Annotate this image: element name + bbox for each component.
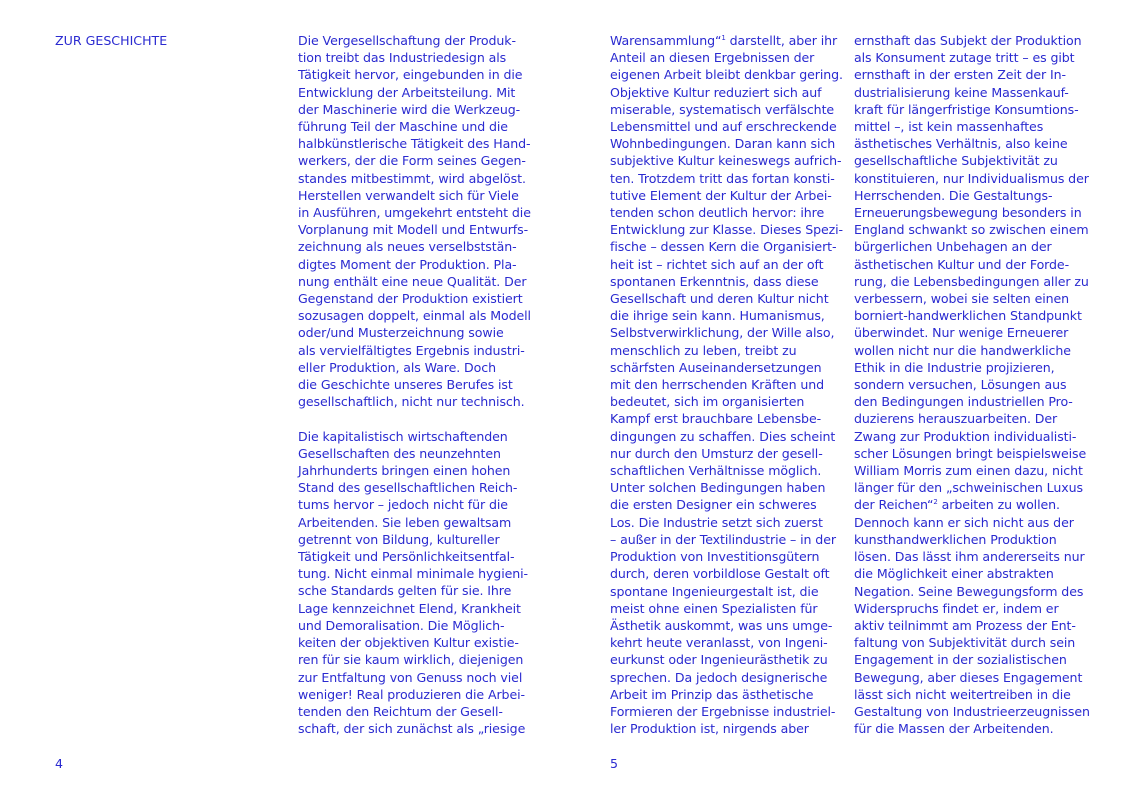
- text-line: Selbstverwirklichung, der Wille also,: [610, 325, 835, 341]
- text-line: durch, deren vorbildlose Gestalt oft: [610, 566, 830, 582]
- text-line: ästhetisches Verhältnis, also keine: [854, 136, 1068, 152]
- text-line: Entwicklung der Arbeitsteilung. Mit: [298, 84, 516, 100]
- paragraph-1: [298, 32, 531, 410]
- text-line: werkers, der die Form seines Gegen-: [298, 153, 526, 169]
- text-line: ernsthaft in der ersten Zeit der In-: [854, 67, 1066, 83]
- text-line: führung Teil der Maschine und die: [298, 119, 508, 135]
- text-line: zeichnung als neues verselbststän-: [298, 239, 517, 255]
- text-line: den Bedingungen industriellen Pro-: [854, 394, 1073, 410]
- text-line: die Möglichkeit einer abstrakten: [854, 566, 1054, 582]
- page-number-left: 4: [55, 756, 64, 771]
- text-line: borniert-handwerklichen Standpunkt: [854, 308, 1082, 324]
- text-line: tion treibt das Industriedesign als: [298, 50, 507, 66]
- text-line: Die kapitalistisch wirtschaftenden: [298, 428, 508, 444]
- text-line: lösen. Das lässt ihm andererseits nur: [854, 549, 1085, 565]
- text-line: menschlich zu leben, treibt zu: [610, 342, 797, 358]
- text-line: Die Vergesellschaftung der Produk-: [298, 33, 516, 48]
- text-line: Zwang zur Produktion individualisti-: [854, 428, 1077, 444]
- text-line: Los. Die Industrie setzt sich zuerst: [610, 514, 823, 530]
- text-line: miserable, systematisch verfälschte: [610, 101, 835, 117]
- text-line: gesellschaftliche Subjektivität zu: [854, 153, 1058, 169]
- column-2-body-part-1: [854, 32, 1090, 496]
- text-line: Formieren der Ergebnisse industriel-: [610, 703, 836, 719]
- footnote-ref-1: 1: [721, 34, 726, 42]
- text-line: mit den herrschenden Kräften und: [610, 377, 825, 393]
- text-line: ler Produktion ist, nirgends aber: [610, 721, 809, 737]
- text-line: Objektive Kultur reduziert sich auf: [610, 84, 822, 100]
- text-line: ernsthaft das Subjekt der Produktion: [854, 33, 1082, 48]
- text-line: tutive Element der Kultur der Arbei-: [610, 187, 832, 203]
- text-line: Kampf erst brauchbare Lebensbe-: [610, 411, 822, 427]
- text-line: Unter solchen Bedingungen haben: [610, 480, 826, 496]
- right-page-column-2: [854, 32, 1090, 737]
- text-line: meist ohne einen Spezialisten für: [610, 600, 818, 616]
- text-line: die Geschichte unseres Berufes ist: [298, 377, 513, 393]
- text-line: Herrschenden. Die Gestaltungs-: [854, 187, 1053, 203]
- text-line: dingungen zu schaffen. Dies scheint: [610, 428, 836, 444]
- text-line: tums hervor – jedoch nicht für die: [298, 497, 508, 513]
- text-line: scher Lösungen bringt beispielsweise: [854, 445, 1087, 461]
- text-line: bürgerlichen Unbehagen an der: [854, 239, 1052, 255]
- text-line: für die Massen der Arbeitenden.: [854, 721, 1054, 737]
- footnote-ref-2: 2: [933, 498, 938, 507]
- text-line: fische – dessen Kern die Organisiert-: [610, 239, 837, 255]
- text-line: William Morris zum einen dazu, nicht: [854, 463, 1083, 479]
- text-line: schaftlichen Verhältnisse möglich.: [610, 463, 822, 479]
- text-line: Widerspruchs findet er, indem er: [854, 600, 1059, 616]
- text-line: die ersten Designer ein schweres: [610, 497, 817, 513]
- text-line: überwindet. Nur wenige Erneuerer: [854, 325, 1069, 341]
- text-line: zur Entfaltung von Genuss noch viel: [298, 669, 523, 685]
- text-line: Ethik in die Industrie projizieren,: [854, 359, 1055, 375]
- text-line: Lage kennzeichnet Elend, Krankheit: [298, 600, 521, 616]
- text-line: bedeutet, sich im organisierten: [610, 394, 805, 410]
- text-line: Vorplanung mit Modell und Entwurfs-: [298, 222, 529, 238]
- text-line: keiten der objektiven Kultur existie-: [298, 635, 519, 651]
- text-line: Wohnbedingungen. Daran kann sich: [610, 136, 836, 152]
- text-line: sprechen. Da jedoch designerische: [610, 669, 828, 685]
- text-line: weniger! Real produzieren die Arbei-: [298, 686, 525, 702]
- text-line: ästhetischen Kultur und der Forde-: [854, 256, 1070, 272]
- text-line: Negation. Seine Bewegungsform des: [854, 583, 1084, 599]
- text-line: Gesellschaft und deren Kultur nicht: [610, 291, 829, 307]
- text-line: Arbeitenden. Sie leben gewaltsam: [298, 514, 512, 530]
- text-line: kraft für längerfristige Konsumtions-: [854, 101, 1079, 117]
- column-1-body: [610, 49, 843, 737]
- text-line: sozusagen doppelt, einmal als Modell: [298, 308, 531, 324]
- text-line: rung, die Lebensbedingungen aller zu: [854, 273, 1089, 289]
- text-line: als vervielfältigtes Ergebnis industri-: [298, 342, 525, 358]
- text-line: als Konsument zutage tritt – es gibt: [854, 50, 1075, 66]
- text-line: Dennoch kann er sich nicht aus der: [854, 514, 1074, 530]
- column-2-body-part-2: [854, 514, 1090, 738]
- text-line: länger für den „schweinischen Luxus: [854, 480, 1083, 496]
- text-line: kehrt heute veranlasst, von Ingeni-: [610, 635, 828, 651]
- text-line: sondern versuchen, Lösungen aus: [854, 377, 1067, 393]
- text-line: aktiv teilnimmt am Prozess der Ent-: [854, 617, 1076, 633]
- text-line: Ästhetik auskommt, was uns umge-: [610, 617, 833, 633]
- text-line: Tätigkeit hervor, eingebunden in die: [298, 67, 523, 83]
- text-line: eigenen Arbeit bleibt denkbar gering.: [610, 67, 843, 83]
- text-line: oder/und Musterzeichnung sowie: [298, 325, 504, 341]
- text-line: sche Standards gelten für sie. Ihre: [298, 583, 512, 599]
- text-line: ren für sie kaum wirklich, diejenigen: [298, 652, 524, 668]
- text-line: Stand des gesellschaftlichen Reich-: [298, 480, 518, 496]
- text-line: tenden den Reichtum der Gesell-: [298, 703, 503, 719]
- text-line: nur durch den Umsturz der gesell-: [610, 445, 823, 461]
- text-line: lässt sich nicht weitertreiben in die: [854, 686, 1071, 702]
- text-line: der Maschinerie wird die Werkzeug-: [298, 101, 521, 117]
- text-line: getrennt von Bildung, kultureller: [298, 531, 500, 547]
- text-line: Jahrhunderts bringen einen hohen: [298, 463, 511, 479]
- text-line: tenden schon deutlich hervor: ihre: [610, 205, 825, 221]
- text-line: die ihrige sein kann. Humanismus,: [610, 308, 825, 324]
- text-line: dustrialisierung keine Massenkauf-: [854, 84, 1069, 100]
- text-line: nung enthält eine neue Qualität. Der: [298, 273, 527, 289]
- text-line: Gesellschaften des neunzehnten: [298, 445, 501, 461]
- text-line: Tätigkeit und Persönlichkeitsentfal-: [298, 549, 515, 565]
- text-line: mittel –, ist kein massenhaftes: [854, 119, 1044, 135]
- text-line: England schwankt so zwischen einem: [854, 222, 1089, 238]
- text-line: der Reichen“$^2$ arbeiten zu wollen.: [854, 497, 1060, 513]
- text-line: heit ist – richtet sich auf an der oft: [610, 256, 824, 272]
- text-line: tung. Nicht einmal minimale hygieni-: [298, 566, 528, 582]
- text-line: schaft, der sich zunächst als „riesige: [298, 721, 526, 737]
- text-line: und Demoralisation. Die Möglich-: [298, 617, 505, 633]
- text-line: Gestaltung von Industrieerzeugnissen: [854, 703, 1090, 719]
- text-line: Gegenstand der Produktion existiert: [298, 291, 523, 307]
- text-line: Herstellen verwandelt sich für Viele: [298, 187, 519, 203]
- text-line: – außer in der Textilindustrie – in der: [610, 531, 836, 547]
- text-line: schärfsten Auseinandersetzungen: [610, 359, 822, 375]
- text-line: eurkunst oder Ingenieurästhetik zu: [610, 652, 828, 668]
- text-line: konstituieren, nur Individualismus der: [854, 170, 1089, 186]
- text-line: digtes Moment der Produktion. Pla-: [298, 256, 517, 272]
- text-line: Bewegung, aber dieses Engagement: [854, 669, 1083, 685]
- text-line: wollen nicht nur die handwerkliche: [854, 342, 1071, 358]
- text-line: Lebensmittel und auf erschreckende: [610, 119, 837, 135]
- text-line: spontanen Erkenntnis, dass diese: [610, 273, 819, 289]
- text-line: Warensammlung“$^1$ darstellt, aber ihr: [610, 33, 838, 48]
- text-line: eller Produktion, als Ware. Doch: [298, 359, 496, 375]
- paragraph-2: [298, 428, 531, 738]
- text-line: subjektive Kultur keineswegs aufrich-: [610, 153, 842, 169]
- text-line: standes mitbestimmt, wird abgelöst.: [298, 170, 526, 186]
- text-line: faltung von Subjektivität durch sein: [854, 635, 1076, 651]
- text-line: Engagement in der sozialistischen: [854, 652, 1067, 668]
- text-line: Entwicklung zur Klasse. Dieses Spezi-: [610, 222, 843, 238]
- right-page-column-1: [610, 32, 843, 737]
- text-line: verbessern, wobei sie selten einen: [854, 291, 1070, 307]
- text-line: Arbeit im Prinzip das ästhetische: [610, 686, 814, 702]
- text-line: kunsthandwerklichen Produktion: [854, 531, 1057, 547]
- left-page-text-column: [298, 32, 531, 737]
- section-heading: ZUR GESCHICHTE: [55, 33, 168, 48]
- text-line: Produktion von Investitionsgütern: [610, 549, 820, 565]
- text-line: gesellschaftlich, nicht nur technisch.: [298, 394, 525, 410]
- text-line: duzierens herauszuarbeiten. Der: [854, 411, 1058, 427]
- text-line: in Ausführen, umgekehrt entsteht die: [298, 205, 531, 221]
- text-line: spontane Ingenieurgestalt ist, die: [610, 583, 819, 599]
- page-number-right: 5: [610, 756, 619, 771]
- text-line: Anteil an diesen Ergebnissen der: [610, 50, 815, 66]
- text-line: Erneuerungsbewegung besonders in: [854, 205, 1082, 221]
- text-line: halbkünstlerische Tätigkeit des Hand-: [298, 136, 531, 152]
- text-line: ten. Trotzdem tritt das fortan konsti-: [610, 170, 835, 186]
